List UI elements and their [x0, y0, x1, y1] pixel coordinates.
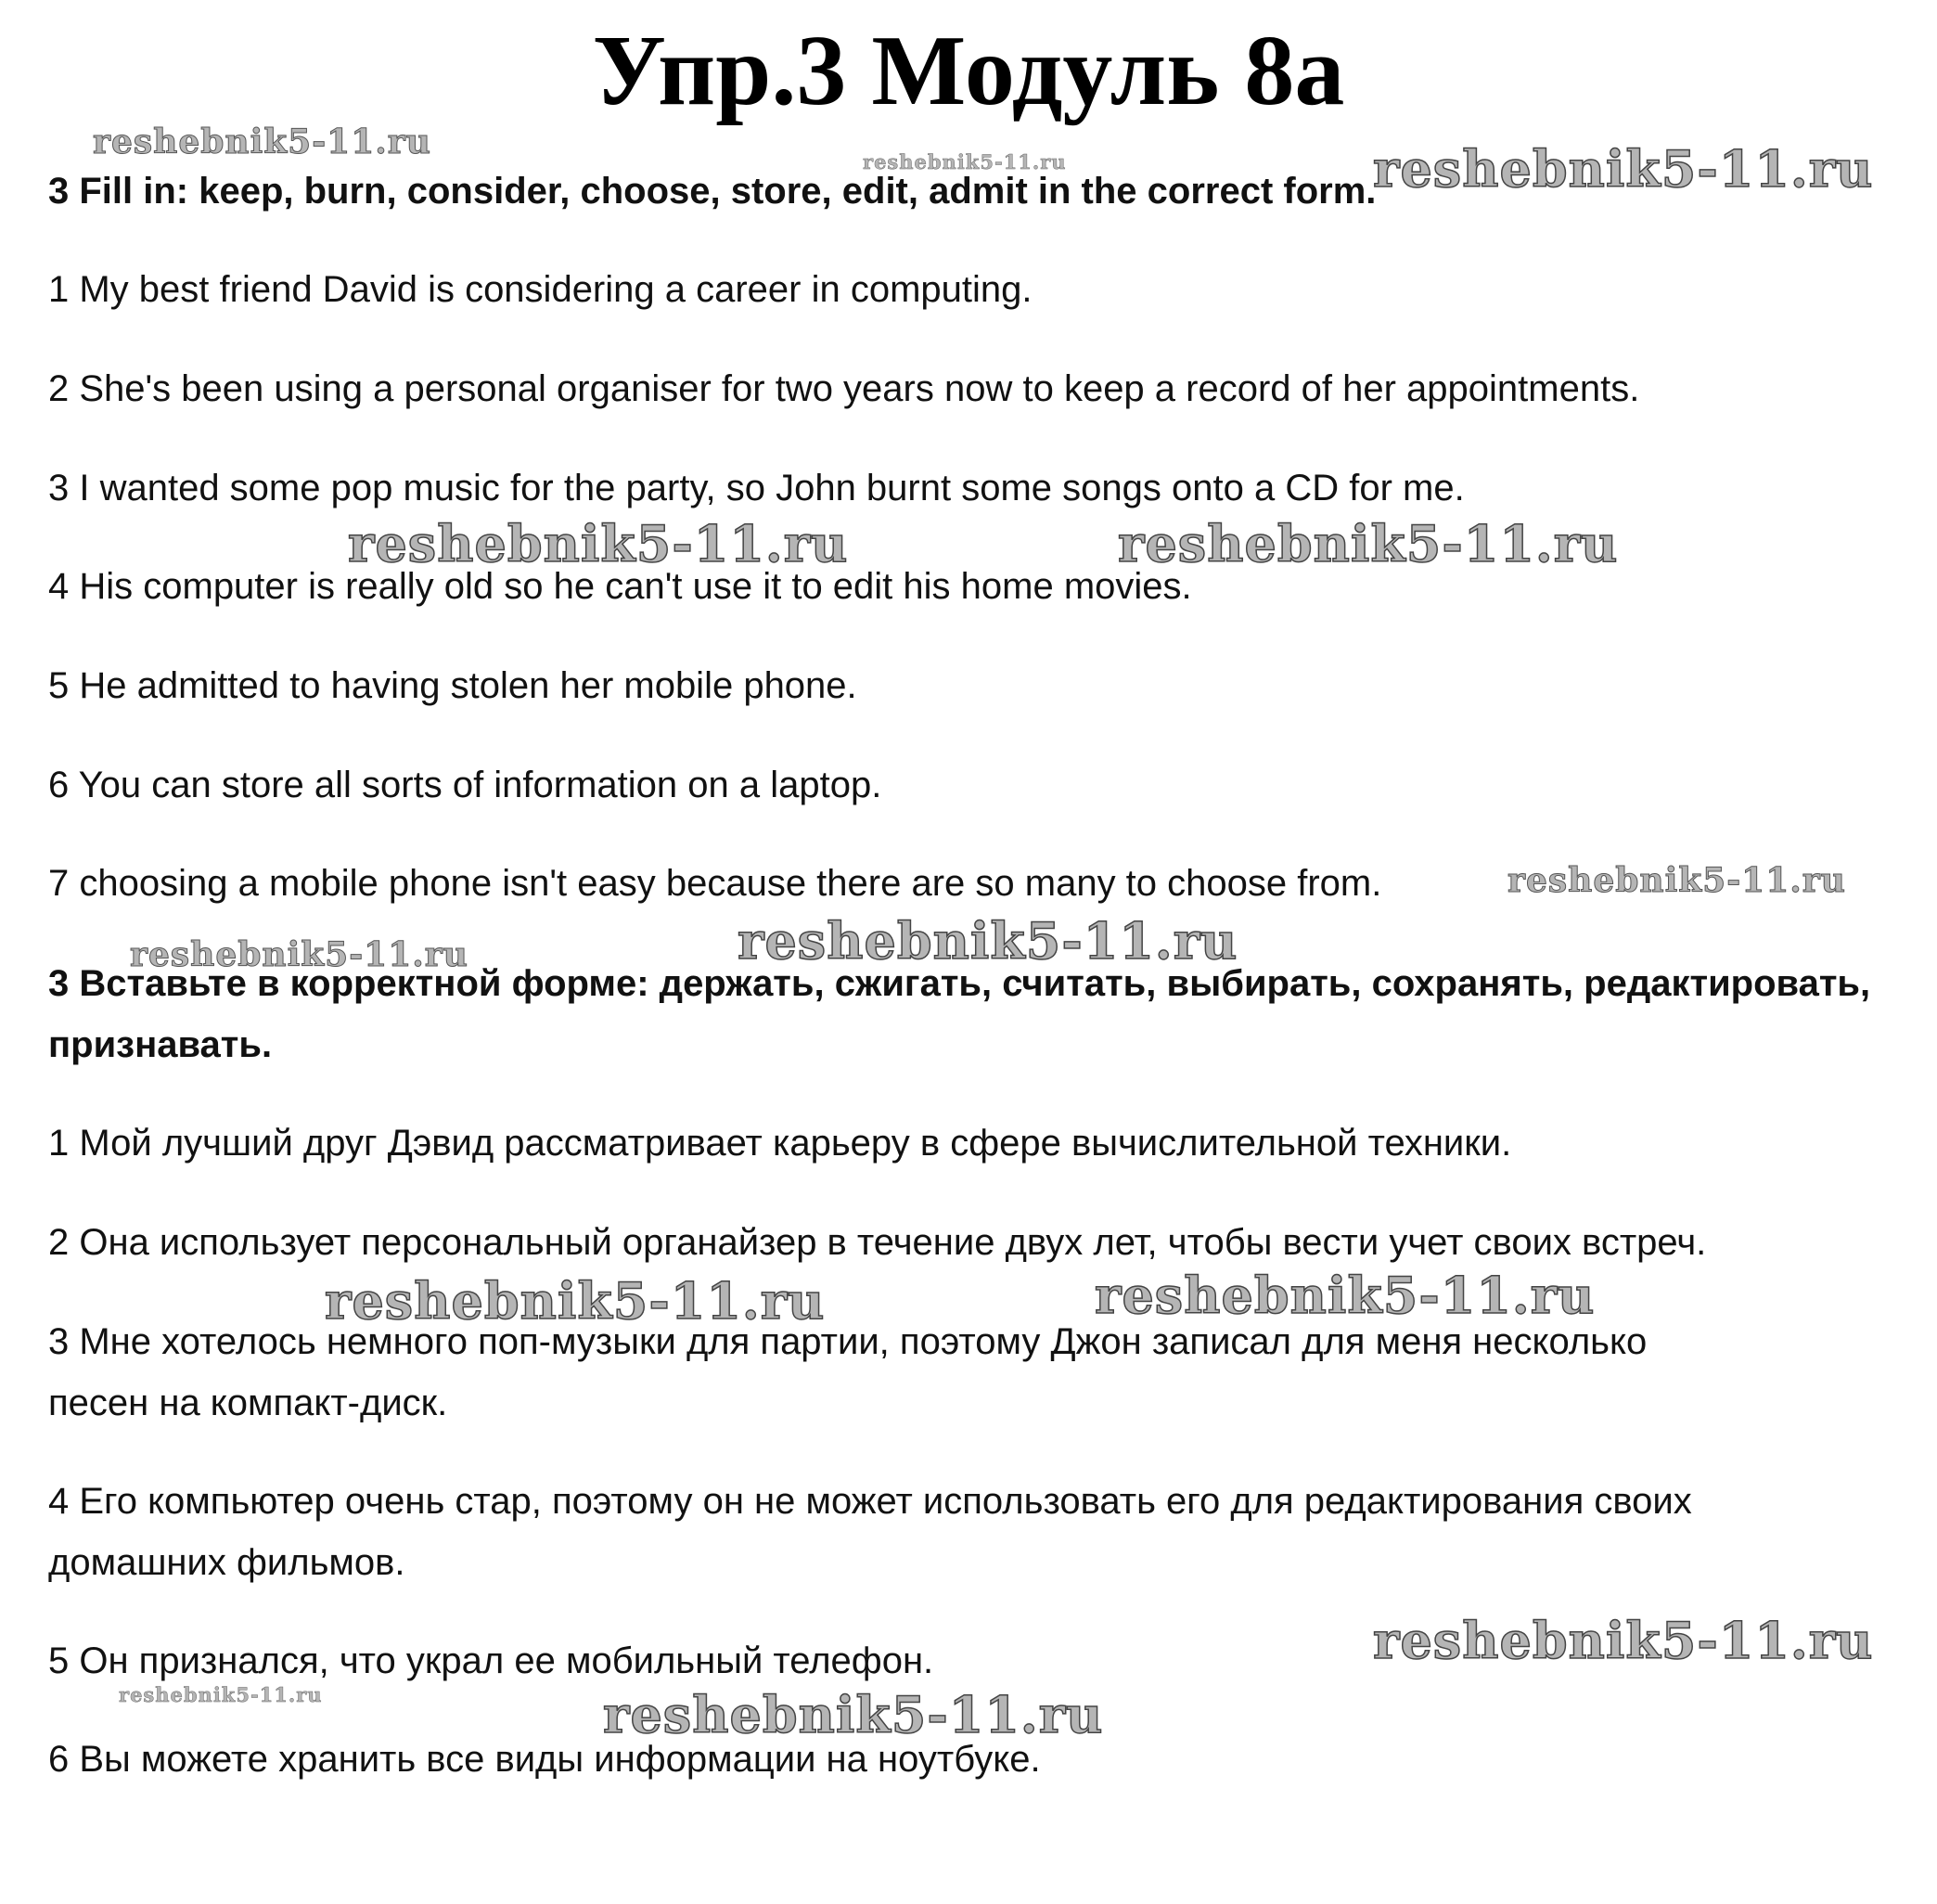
watermark: reshebnik5-11.ru: [863, 150, 1067, 174]
page-title: Упр.3 Модуль 8а: [592, 16, 1345, 126]
watermark: reshebnik5-11.ru: [93, 122, 431, 161]
russian-heading-line-2: признавать.: [48, 1024, 273, 1065]
english-line-1: 1 My best friend David is considering a career in computing.: [48, 269, 1033, 310]
watermark: reshebnik5-11.ru: [1507, 861, 1846, 900]
russian-line-6: 6 Вы можете хранить все виды информации на ноутбуке.: [48, 1739, 1041, 1780]
english-line-4: 4 His computer is really old so he can't use it to edit his home movies.: [48, 566, 1192, 607]
english-line-2: 2 She's been using a personal organiser for two years now to keep a record of her appointments.: [48, 368, 1640, 409]
watermark: reshebnik5-11.ru: [348, 514, 849, 573]
russian-line-3b: песен на компакт-диск.: [48, 1383, 448, 1423]
watermark: reshebnik5-11.ru: [738, 911, 1238, 971]
russian-line-1: 1 Мой лучший друг Дэвид рассматривает карьеру в сфере вычислительной техники.: [48, 1123, 1512, 1164]
english-line-7: 7 choosing a mobile phone isn't easy because there are so many to choose from.: [48, 863, 1382, 904]
russian-heading-line-1: 3 Вставьте в корректной форме: держать, сжигать, считать, выбирать, сохранять, редактировать,: [48, 963, 1871, 1004]
russian-line-4b: домашних фильмов.: [48, 1542, 405, 1583]
watermark: reshebnik5-11.ru: [1095, 1266, 1596, 1325]
watermark: reshebnik5-11.ru: [325, 1271, 826, 1331]
watermark: reshebnik5-11.ru: [603, 1685, 1104, 1744]
watermark: reshebnik5-11.ru: [1373, 1611, 1874, 1670]
watermark: reshebnik5-11.ru: [1118, 514, 1619, 573]
russian-line-4a: 4 Его компьютер очень стар, поэтому он не может использовать его для редактирования своих: [48, 1481, 1692, 1522]
watermark: reshebnik5-11.ru: [1373, 139, 1874, 199]
english-line-6: 6 You can store all sorts of information on a laptop.: [48, 765, 882, 805]
russian-line-2: 2 Она использует персональный органайзер в течение двух лет, чтобы вести учет своих встреч.: [48, 1222, 1707, 1263]
english-line-3: 3 I wanted some pop music for the party, so John burnt some songs onto a CD for me.: [48, 468, 1465, 508]
english-line-5: 5 He admitted to having stolen her mobile phone.: [48, 665, 857, 706]
russian-line-3a: 3 Мне хотелось немного поп-музыки для партии, поэтому Джон записал для меня несколько: [48, 1321, 1648, 1362]
watermark: reshebnik5-11.ru: [119, 1683, 323, 1706]
english-heading: 3 Fill in: keep, burn, consider, choose, store, edit, admit in the correct form.: [48, 171, 1377, 212]
watermark: reshebnik5-11.ru: [130, 935, 468, 974]
russian-line-5: 5 Он признался, что украл ее мобильный телефон.: [48, 1640, 934, 1681]
